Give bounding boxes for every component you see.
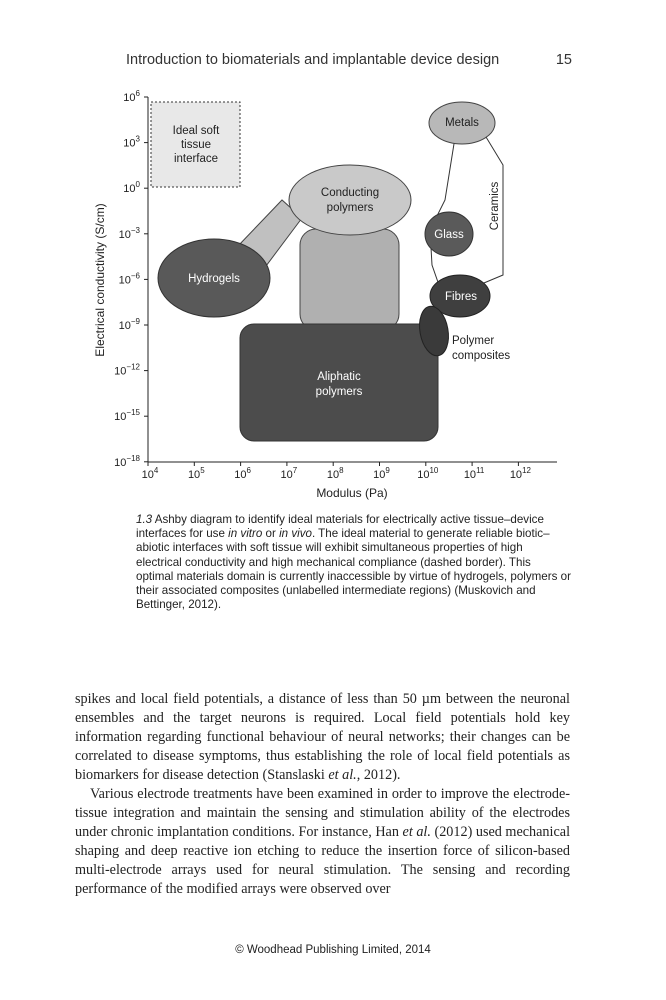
caption-text: Ashby diagram to identify ideal materials for electrically active tissue–device interfaces for use xyxy=(136,513,544,541)
tick-label: $10^{-9}$ xyxy=(118,317,140,332)
aliphatic-label-line1: Aliphatic xyxy=(317,371,361,383)
tick-label: $10^4$ xyxy=(141,466,159,481)
tick-label: $10^{-6}$ xyxy=(118,271,140,287)
tick-label: $10^7$ xyxy=(280,466,298,481)
conducting-label-line2: polymers xyxy=(326,202,374,214)
paragraph-italic: et al. xyxy=(328,767,357,783)
paragraph-text: spikes and local field potentials, a distance of less than 50 µm between the neuronal ensembles and the target neurons is required. Local field potentials hold key information regarding functional behaviour of neural networks; their changes can be correlated to disease symptoms, thus establishing the role of local field potentials as biomarkers for disease detection (Stanslaski xyxy=(75,691,570,783)
ceramics-label: Ceramics xyxy=(489,181,501,231)
caption-text: . The ideal material to generate reliable biotic–abiotic interfaces with soft tissue will exhibit simultaneous properties of high electrical conductivity and high mechanical compliance (dashed border). This optimal materials domain is currently inaccessible by virtue of hydrogels, polymers or their associated composites (unlabelled intermediate regions) (Muskovich and Bettinger, 2012). xyxy=(136,527,571,612)
tick-label: $10^{-12}$ xyxy=(114,362,140,378)
paragraph xyxy=(75,785,570,899)
conducting-label-line1: Conducting xyxy=(320,187,380,199)
metals-label: Metals xyxy=(445,117,479,129)
glass-label: Glass xyxy=(434,229,464,241)
tick-label: $10^{-18}$ xyxy=(114,453,140,469)
tick-label: $10^6$ xyxy=(123,89,140,104)
aliphatic-label-line2: polymers xyxy=(315,386,363,398)
x-axis-label: Modulus (Pa) xyxy=(316,486,388,500)
intermediate-region xyxy=(300,229,399,330)
tick-label: $10^5$ xyxy=(187,466,205,481)
tick-label: $10^{10}$ xyxy=(417,466,439,481)
tick-label: $10^{11}$ xyxy=(463,466,485,481)
figure-number: 1.3 xyxy=(136,513,153,526)
ideal-label-line2: tissue xyxy=(180,139,212,151)
polymer-composites-label-line2: composites xyxy=(452,350,511,362)
running-title: Introduction to biomaterials and implantable device design xyxy=(126,52,500,68)
paragraph-text: (2012) used mechanical shaping and deep reactive ion etching to reduce the insertion force of silicon-based multi-electrode arrays used for neural stimulation. The sensing and recording performance of the modified arrays were observed over xyxy=(75,824,571,897)
ideal-label-line3: interface xyxy=(173,153,219,165)
tick-label: $10^0$ xyxy=(123,180,140,196)
tick-label: $10^{12}$ xyxy=(509,466,531,481)
conducting-polymers-region xyxy=(289,165,411,235)
caption-text: or xyxy=(262,527,280,541)
page-number: 15 xyxy=(555,52,572,68)
paragraph-text: , 2012). xyxy=(356,767,401,783)
paragraph-italic: et al. xyxy=(402,824,431,840)
polymer-composites-label-line1: Polymer xyxy=(452,335,495,347)
caption-italic: in vitro xyxy=(228,527,263,541)
y-axis-label: Electrical conductivity (S/cm) xyxy=(93,203,107,357)
figure-caption xyxy=(136,513,571,612)
tick-label: $10^8$ xyxy=(326,466,344,481)
footer-copyright: © Woodhead Publishing Limited, 2014 xyxy=(235,944,431,956)
ideal-label-line1: Ideal soft xyxy=(172,125,220,137)
fibres-label: Fibres xyxy=(445,291,477,303)
tick-label: $10^9$ xyxy=(373,466,390,481)
tick-label: $10^6$ xyxy=(234,466,251,481)
body-text xyxy=(75,690,570,899)
tick-label: $10^{-3}$ xyxy=(118,225,140,241)
paragraph xyxy=(75,690,570,785)
tick-label: $10^3$ xyxy=(123,134,140,150)
caption-italic: in vivo xyxy=(279,527,312,541)
paragraph-text: Various electrode treatments have been examined in order to improve the electrode-tissue integration and maintain the sensing and stimulation ability of the electrodes under chronic implantation conditions. For instance, Han xyxy=(75,786,570,840)
tick-label: $10^{-15}$ xyxy=(114,408,140,424)
hydrogels-label: Hydrogels xyxy=(188,273,240,285)
